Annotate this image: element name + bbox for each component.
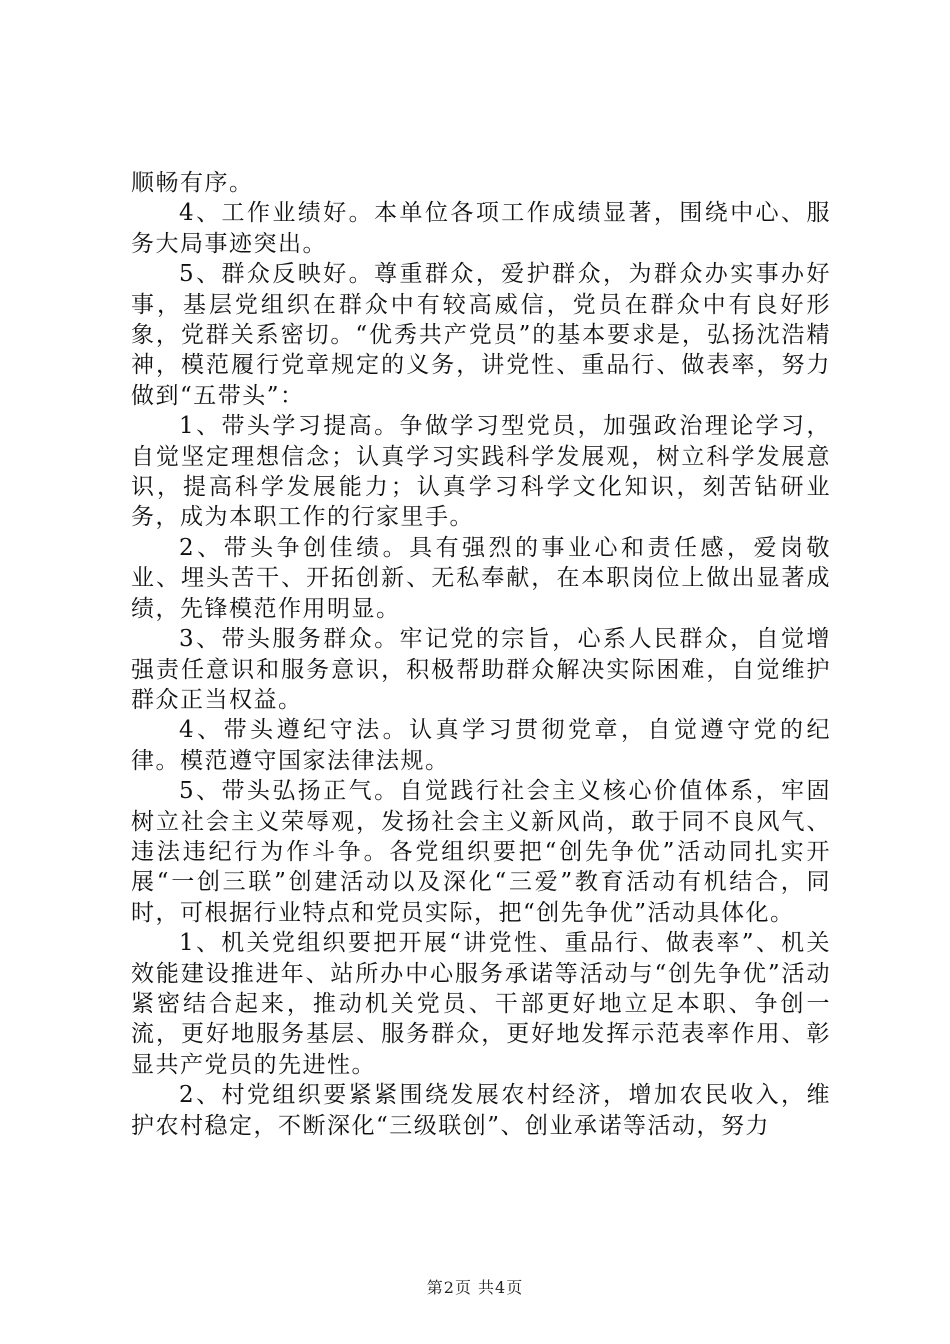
paragraph-village-party: 2、村党组织要紧紧围绕发展农村经济，增加农民收入，维护农村稳定，不断深化“三级联创”、创业承诺等活动，努力 — [131, 1082, 831, 1139]
paragraph-lead-achievement: 2、带头争创佳绩。具有强烈的事业心和责任感，爱岗敬业、埋头苦干、开拓创新、无私奉献，在本职岗位上做出显著成绩，先锋模范作用明显。 — [131, 534, 831, 622]
document-body — [131, 168, 831, 1141]
paragraph-agency-party: 1、机关党组织要把开展“讲党性、重品行、做表率”、机关效能建设推进年、站所办中心服务承诺等活动与“创先争优”活动紧密结合起来，推动机关党员、干部更好地立足本职、争创一流，更好地服务基层、服务群众，更好地发挥示范表率作用、彰显共产党员的先进性。 — [131, 930, 831, 1078]
page-number-footer: 第2页 共4页 — [426, 1278, 524, 1297]
paragraph-continuation: 顺畅有序。 — [131, 170, 254, 196]
paragraph-lead-discipline: 4、带头遵纪守法。认真学习贯彻党章，自觉遵守党的纪律。模范遵守国家法律法规。 — [131, 717, 831, 774]
paragraph-public-feedback: 5、群众反映好。尊重群众，爱护群众，为群众办实事办好事，基层党组织在群众中有较高威信，党员在群众中有良好形象，党群关系密切。“优秀共产党员”的基本要求是，弘扬沈浩精神，模范履行党章规定的义务，讲党性、重品行、做表率，努力做到“五带头”： — [131, 261, 831, 409]
paragraph-work-performance: 4、工作业绩好。本单位各项工作成绩显著，围绕中心、服务大局事迹突出。 — [131, 200, 831, 257]
paragraph-lead-service: 3、带头服务群众。牢记党的宗旨，心系人民群众，自觉增强责任意识和服务意识，积极帮助群众解决实际困难，自觉维护群众正当权益。 — [131, 626, 831, 713]
paragraph-lead-integrity: 5、带头弘扬正气。自觉践行社会主义核心价值体系，牢固树立社会主义荣辱观，发扬社会主义新风尚，敢于同不良风气、违法违纪行为作斗争。各党组织要把“创先争优”活动同扎实开展“一创三联”创建活动以及深化“三爱”教育活动有机结合，同时，可根据行业特点和党员实际，把“创先争优”活动具体化。 — [131, 778, 831, 926]
paragraph-lead-learning: 1、带头学习提高。争做学习型党员，加强政治理论学习，自觉坚定理想信念；认真学习实践科学发展观，树立科学发展意识，提高科学发展能力；认真学习科学文化知识，刻苦钻研业务，成为本职工作的行家里手。 — [131, 413, 831, 531]
